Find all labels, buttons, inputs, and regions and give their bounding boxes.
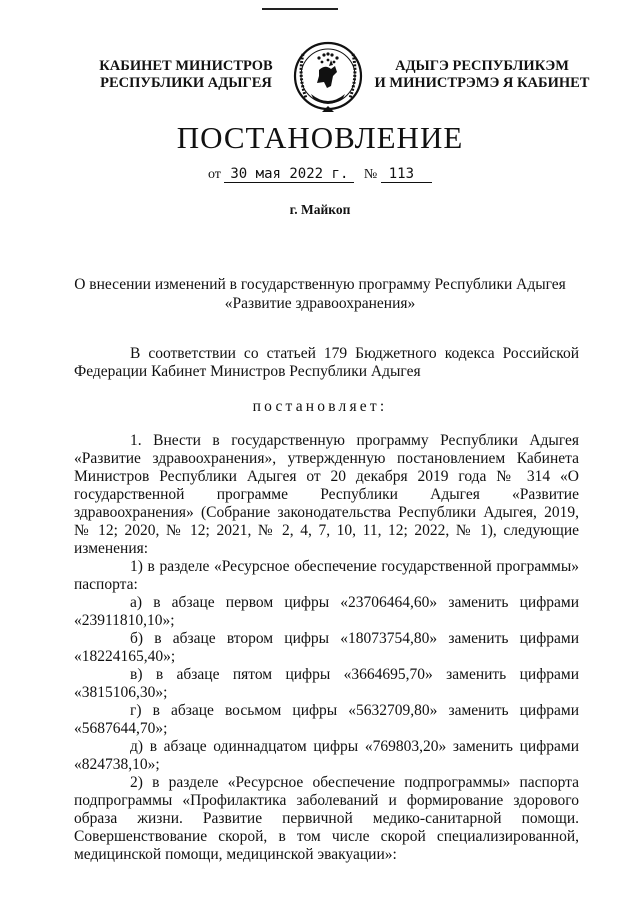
paragraph: д) в абзаце одиннадцатом цифры «769803,20» заменить цифрами «824738,10»; bbox=[74, 738, 579, 773]
number-label: № bbox=[363, 167, 378, 182]
top-dash bbox=[262, 8, 338, 10]
date-line bbox=[0, 166, 640, 183]
left-org-line: РЕСПУБЛИКИ АДЫГЕЯ bbox=[100, 75, 272, 91]
paragraph: в) в абзаце пятом цифры «3664695,70» заменить цифрами «3815106,30»; bbox=[74, 666, 579, 701]
right-org-line: АДЫГЭ РЕСПУБЛИКЭМ bbox=[395, 58, 569, 74]
paragraph: а) в абзаце первом цифры «23706464,60» заменить цифрами «23911810,10»; bbox=[74, 594, 579, 629]
coat-of-arms-icon bbox=[289, 36, 367, 118]
city: г. Майкоп bbox=[289, 202, 351, 217]
paragraph: 1) в разделе «Ресурсное обеспечение государственной программы» паспорта: bbox=[74, 558, 579, 593]
subject: О внесении изменений в государственную программу Республики Адыгея «Развитие здравоохранения» bbox=[74, 276, 566, 312]
decree-body bbox=[74, 432, 579, 864]
right-org-line: И МИНИСТРЭМЭ Я КАБИНЕТ bbox=[374, 75, 590, 91]
paragraph: 1. Внести в государственную программу Республики Адыгея «Развитие здравоохранения», утвержденную постановлением Кабинета Министров Республики Адыгея от 20 декабря 2019 года № 314 «О государственной программе Республики Адыгея «Развитие здравоохранения» (Собрание законодательства Республики Адыгея, 2019, № 12; 2020, № 12; 2021, № 2, 4, 7, 10, 11, 12; 2022, № 1), следующие изменения: bbox=[74, 432, 579, 557]
date-prefix: от bbox=[207, 167, 221, 182]
document-date: 30 мая 2022 г. bbox=[224, 166, 354, 183]
left-org-name bbox=[86, 58, 286, 92]
left-org-line: КАБИНЕТ МИНИСТРОВ bbox=[99, 58, 273, 74]
paragraph: б) в абзаце втором цифры «18073754,80» заменить цифрами «18224165,40»; bbox=[74, 630, 579, 665]
document-number: 113 bbox=[381, 166, 432, 183]
paragraph: 2) в разделе «Ресурсное обеспечение подпрограммы» паспорта подпрограммы «Профилактика заболеваний и формирование здорового образа жизни. Развитие первичной медико-санитарной помощи. Совершенствование скорой, в том числе скорой специализированной, медицинской помощи, медицинской эвакуации»: bbox=[74, 774, 579, 863]
document-title: ПОСТАНОВЛЕНИЕ bbox=[176, 120, 464, 155]
paragraph: г) в абзаце восьмом цифры «5632709,80» заменить цифрами «5687644,70»; bbox=[74, 702, 579, 737]
preamble: В соответствии со статьей 179 Бюджетного кодекса Российской Федерации Кабинет Министров Республики Адыгея bbox=[74, 345, 579, 380]
right-org-name bbox=[372, 58, 592, 92]
decree-word: постановляет: bbox=[252, 398, 388, 415]
